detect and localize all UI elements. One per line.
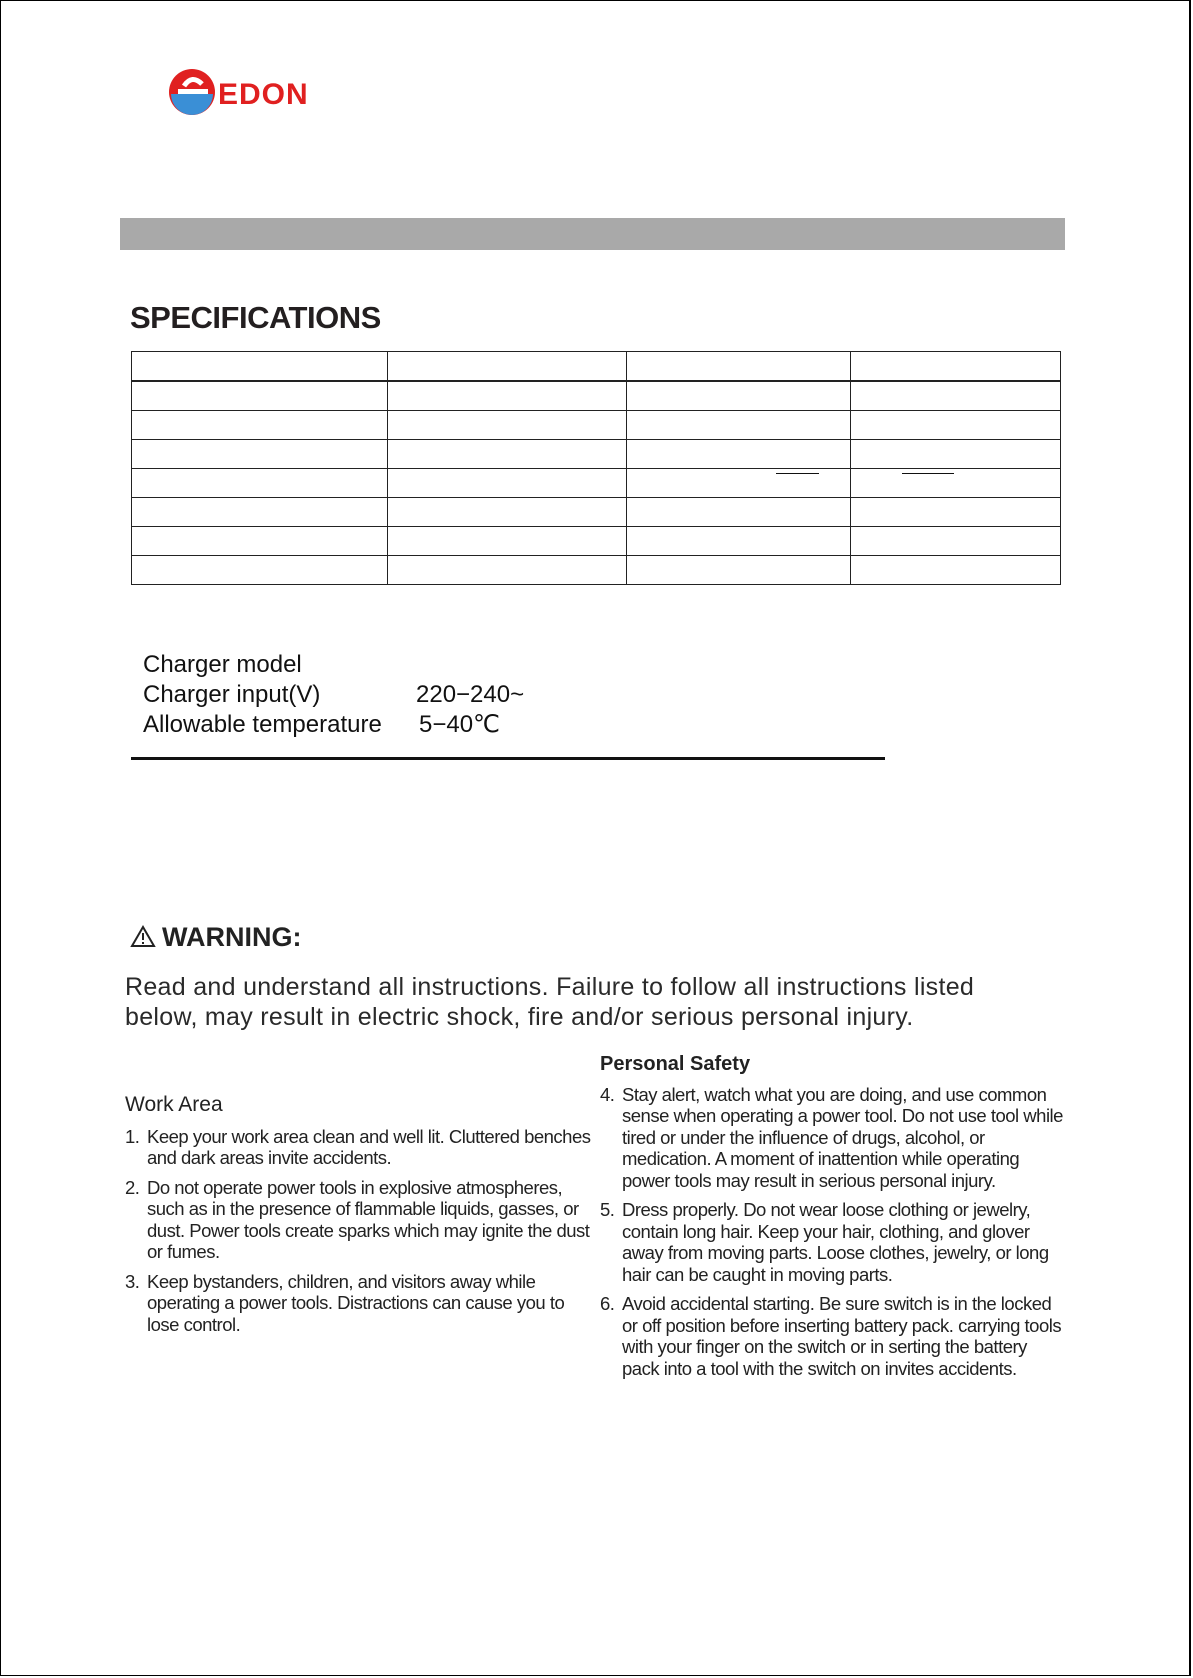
warning-triangle-icon xyxy=(130,925,156,948)
item-number: 1. xyxy=(125,1125,140,1147)
allowable-temperature-label: Allowable temperature xyxy=(143,711,382,738)
edon-logo xyxy=(168,66,308,118)
warning-title: WARNING: xyxy=(162,922,302,952)
specifications-title: SPECIFICATIONS xyxy=(130,300,381,335)
item-text: Do not operate power tools in explosive atmospheres, such as in the presence of flammable liquids, gasses, or dust. Power tools create sparks which may ignite the dust or fumes. xyxy=(147,1176,590,1262)
list-item xyxy=(600,1199,1065,1285)
table-row xyxy=(132,527,1061,556)
item-number: 2. xyxy=(125,1176,140,1198)
list-item xyxy=(600,1293,1065,1379)
list-item xyxy=(125,1126,595,1169)
table-row xyxy=(132,556,1061,585)
table-row xyxy=(132,498,1061,527)
specifications-table xyxy=(131,351,1061,585)
personal-safety-section xyxy=(600,1054,1065,1387)
item-number: 6. xyxy=(600,1293,615,1314)
charger-model-row xyxy=(143,650,382,680)
table-underline-mark xyxy=(902,473,954,474)
divider-rule xyxy=(131,757,885,760)
table-underline-mark xyxy=(776,473,819,474)
item-number: 4. xyxy=(600,1083,615,1105)
table-row xyxy=(132,440,1061,469)
item-text: Dress properly. Do not wear loose clothing or jewelry, contain long hair. Keep your hair, clothing, and glover away from moving parts. Loose clothes, jewelry, or long hair can be caught in moving parts. xyxy=(622,1199,1049,1285)
charger-input-label: Charger input(V) xyxy=(143,681,321,708)
charger-input-value: 220−240~ xyxy=(416,681,525,708)
header-bar xyxy=(120,218,1065,250)
work-area-title: Work Area xyxy=(125,1093,223,1116)
warning-intro: Read and understand all instructions. Failure to follow all instructions listed below, may result in electric shock, fire and/or serious personal injury. xyxy=(125,973,975,1031)
charger-model-label: Charger model xyxy=(143,651,302,678)
charger-input-row xyxy=(143,680,525,710)
table-row xyxy=(132,352,1061,382)
charger-info xyxy=(143,650,525,740)
item-text: Stay alert, watch what you are doing, and use common sense when operating a power tool. Do not use tool while tired or under the influence of drugs, alcohol, or medication. A moment of inattention while operating power tools may result in serious personal injury. xyxy=(622,1083,1063,1191)
work-area-section xyxy=(125,1094,595,1343)
list-item xyxy=(600,1084,1065,1192)
item-number: 3. xyxy=(125,1270,140,1292)
item-number: 5. xyxy=(600,1199,615,1220)
list-item xyxy=(125,1271,595,1336)
svg-text:EDON: EDON xyxy=(218,78,308,111)
item-text: Keep bystanders, children, and visitors away while operating a power tools. Distractions can cause you to lose control. xyxy=(147,1270,565,1335)
table-row xyxy=(132,381,1061,411)
item-text: Keep your work area clean and well lit. Cluttered benches and dark areas invite accidents. xyxy=(147,1125,591,1168)
list-item xyxy=(125,1177,595,1263)
personal-safety-title: Personal Safety xyxy=(600,1053,751,1075)
table-row xyxy=(132,411,1061,440)
allowable-temperature-row xyxy=(143,710,501,740)
item-text: Avoid accidental starting. Be sure switch is in the locked or off position before inserting battery pack. carrying tools with your finger on the switch or in serting the battery pack into a tool with the switch on invites accidents. xyxy=(622,1293,1062,1379)
warning-heading xyxy=(130,922,301,953)
allowable-temperature-value: 5−40℃ xyxy=(419,711,501,738)
